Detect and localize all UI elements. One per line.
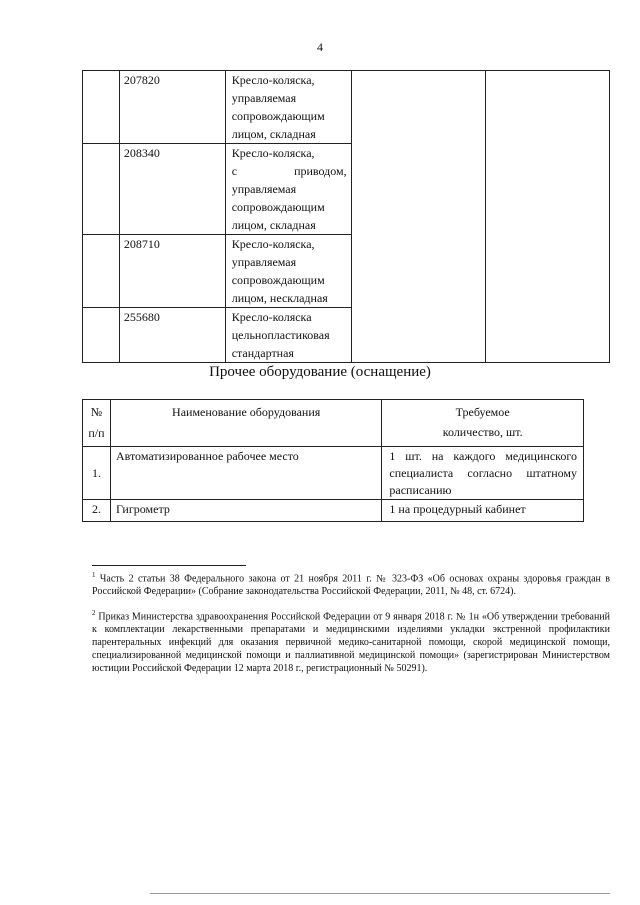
name-line: Кресло-коляска, bbox=[231, 237, 315, 251]
code-cell: 207820 bbox=[119, 71, 225, 144]
table-cell bbox=[83, 144, 120, 235]
header-qty-line: Требуемое bbox=[455, 405, 510, 419]
name-line: Кресло-коляска, bbox=[231, 146, 315, 160]
row-name: Автоматизированное рабочее место bbox=[110, 447, 381, 500]
name-line: лицом, складная bbox=[231, 218, 316, 232]
footnote-1 bbox=[92, 569, 610, 598]
other-equipment-table bbox=[82, 399, 584, 522]
name-line: с приводом, bbox=[231, 164, 347, 178]
name-line: лицом, складная bbox=[231, 127, 316, 141]
name-line: стандартная bbox=[231, 346, 294, 360]
footnote-separator bbox=[92, 565, 246, 566]
table-header-row bbox=[83, 400, 584, 447]
qty-line: 1 на процедурный кабинет bbox=[389, 502, 526, 516]
row-num: 2. bbox=[83, 500, 111, 522]
header-qty-line: количество, шт. bbox=[442, 425, 523, 439]
footnote-mark: 2 bbox=[92, 609, 96, 617]
qty-line: специалиста согласно штатному bbox=[389, 466, 577, 480]
footnote-text: Приказ Министерства здравоохранения Российской Федерации от 9 января 2018 г. № 1н «Об утверждении требований к комплектации лекарственными препаратами и медицинскими изделиями укладки экстренной профилактики парентеральных инфекций для оказания первичной медико-санитарной помощи, скорой медицинской помощи, специализированной медицинской помощи и паллиативной медицинской помощи» (зарегистрирован Министерством юстиции Российской Федерации 12 марта 2018 г., регистрационный № 50291). bbox=[92, 611, 610, 675]
name-line: лицом, нескладная bbox=[231, 291, 328, 305]
page-number: 4 bbox=[317, 40, 323, 54]
section-title: Прочее оборудование (оснащение) bbox=[209, 364, 431, 380]
header-name: Наименование оборудования bbox=[110, 400, 381, 447]
name-line: управляемая bbox=[231, 91, 297, 105]
table-row bbox=[83, 500, 584, 522]
qty-line: 1 шт. на каждого медицинского bbox=[389, 449, 577, 463]
table-row bbox=[83, 447, 584, 500]
row-num: 1. bbox=[83, 447, 111, 500]
table-cell bbox=[486, 71, 610, 363]
code-cell: 208710 bbox=[119, 235, 225, 308]
header-num-line: № bbox=[90, 405, 103, 419]
name-cell bbox=[225, 235, 351, 308]
table-cell bbox=[351, 71, 486, 363]
name-cell bbox=[225, 308, 351, 363]
name-line: управляемая bbox=[231, 182, 297, 196]
footnote-mark: 1 bbox=[92, 571, 96, 579]
code-cell: 255680 bbox=[119, 308, 225, 363]
footnote-text: Часть 2 статьи 38 Федерального закона от 21 ноября 2011 г. № 323-ФЗ «Об основах охраны здоровья граждан в Российской Федерации» (Собрание законодательства Российской Федерации, 2011, № 48, ст. 6724). bbox=[92, 573, 610, 598]
page-bottom-line bbox=[150, 893, 610, 894]
row-name: Гигрометр bbox=[110, 500, 381, 522]
code-cell: 208340 bbox=[119, 144, 225, 235]
name-cell bbox=[225, 71, 351, 144]
name-line: Кресло-коляска bbox=[231, 310, 312, 324]
table-cell bbox=[83, 308, 120, 363]
name-cell bbox=[225, 144, 351, 235]
qty-line: расписанию bbox=[389, 483, 452, 497]
table-cell bbox=[83, 71, 120, 144]
header-num bbox=[83, 400, 111, 447]
name-line: Кресло-коляска, bbox=[231, 73, 315, 87]
row-qty bbox=[382, 447, 584, 500]
name-line: сопровождающим bbox=[231, 200, 325, 214]
name-line: управляемая bbox=[231, 255, 297, 269]
name-line: цельнопластиковая bbox=[231, 328, 330, 342]
header-num-line: п/п bbox=[88, 426, 105, 440]
header-qty bbox=[382, 400, 584, 447]
row-qty bbox=[382, 500, 584, 522]
table-row bbox=[83, 71, 610, 144]
name-line: сопровождающим bbox=[231, 273, 325, 287]
name-line: сопровождающим bbox=[231, 109, 325, 123]
equipment-table-continued bbox=[82, 70, 610, 363]
table-cell bbox=[83, 235, 120, 308]
footnote-2 bbox=[92, 607, 610, 675]
